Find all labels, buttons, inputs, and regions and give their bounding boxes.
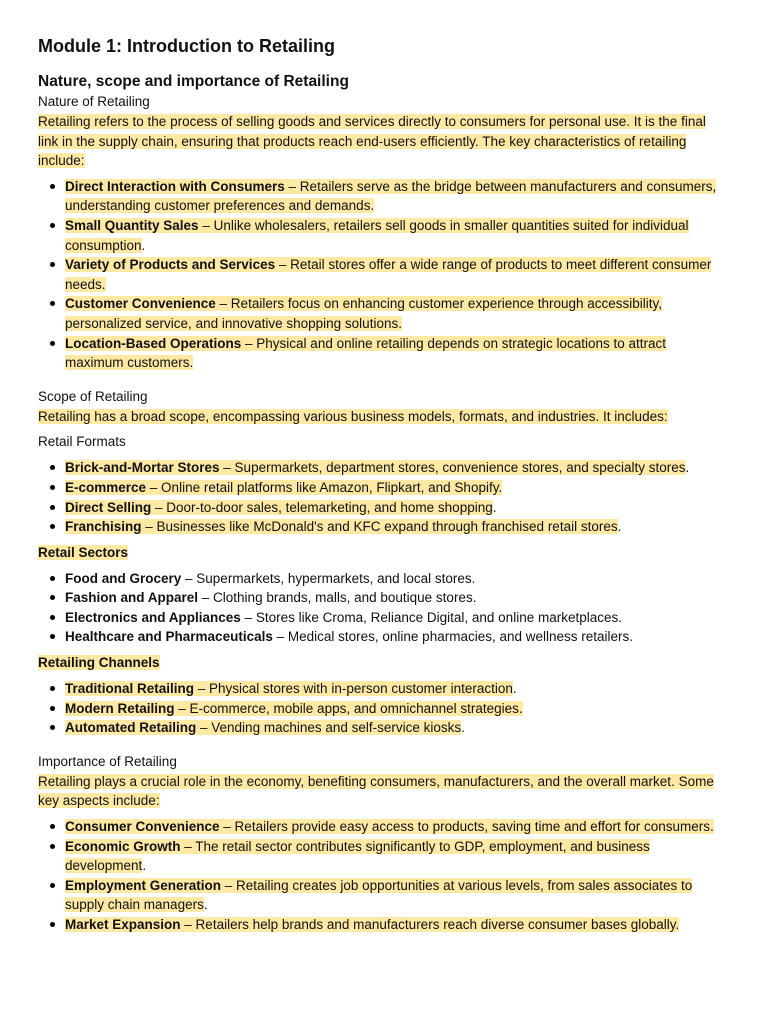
list-item: Fashion and Apparel – Clothing brands, malls, and boutique stores. — [65, 588, 728, 608]
list-item: Market Expansion – Retailers help brands and manufacturers reach diverse consumer bases globally. — [65, 915, 728, 935]
sectors-heading: Retail Sectors — [38, 544, 129, 560]
list-item: Modern Retailing – E-commerce, mobile apps, and omnichannel strategies. — [65, 699, 728, 719]
list-item: Customer Convenience – Retailers focus on enhancing customer experience through accessibility, personalized service, and innovative shopping solutions. — [65, 294, 728, 333]
list-item: Variety of Products and Services – Retail stores offer a wide range of products to meet different consumer needs. — [65, 255, 728, 294]
list-item: Automated Retailing – Vending machines and self-service kiosks. — [65, 718, 728, 738]
list-item: Healthcare and Pharmaceuticals – Medical stores, online pharmacies, and wellness retailers. — [65, 627, 728, 647]
page-title: Module 1: Introduction to Retailing — [38, 36, 335, 56]
list-item: Employment Generation – Retailing creates job opportunities at various levels, from sales associates to supply chain managers. — [65, 876, 728, 915]
list-item: Food and Grocery – Supermarkets, hypermarkets, and local stores. — [65, 569, 728, 589]
nature-heading: Nature of Retailing — [38, 94, 150, 109]
sectors-list — [38, 569, 728, 647]
channels-heading: Retailing Channels — [38, 655, 160, 671]
list-item: Brick-and-Mortar Stores – Supermarkets, department stores, convenience stores, and specialty stores. — [65, 458, 728, 478]
nature-list — [38, 177, 728, 373]
list-item: Location-Based Operations – Physical and online retailing depends on strategic locations to attract maximum customers. — [65, 334, 728, 373]
importance-heading: Importance of Retailing — [38, 753, 177, 769]
scope-heading: Scope of Retailing — [38, 388, 148, 404]
importance-intro: Retailing plays a crucial role in the economy, benefiting consumers, manufacturers, and the overall market. Some key aspects include: — [38, 773, 714, 809]
list-item: Direct Selling – Door-to-door sales, telemarketing, and home shopping. — [65, 498, 728, 518]
list-item: Economic Growth – The retail sector contributes significantly to GDP, employment, and business development. — [65, 837, 728, 876]
list-item: E-commerce – Online retail platforms like Amazon, Flipkart, and Shopify. — [65, 478, 728, 498]
formats-heading: Retail Formats — [38, 434, 126, 450]
section-title: Nature, scope and importance of Retailing — [38, 73, 349, 90]
channels-list — [38, 679, 728, 738]
importance-list — [38, 817, 728, 935]
list-item: Small Quantity Sales – Unlike wholesalers, retailers sell goods in smaller quantities suited for individual consumption. — [65, 216, 728, 255]
list-item: Direct Interaction with Consumers – Retailers serve as the bridge between manufacturers and consumers, understanding customer preferences and demands. — [65, 177, 728, 216]
nature-intro: Retailing refers to the process of selling goods and services directly to consumers for personal use. It is the final link in the supply chain, ensuring that products reach end-users efficiently. The key characteristics of retailing include: — [38, 114, 706, 169]
list-item: Electronics and Appliances – Stores like Croma, Reliance Digital, and online marketplaces. — [65, 608, 728, 628]
list-item: Consumer Convenience – Retailers provide easy access to products, saving time and effort for consumers. — [65, 817, 728, 837]
list-item: Franchising – Businesses like McDonald's and KFC expand through franchised retail stores. — [65, 517, 728, 537]
list-item: Traditional Retailing – Physical stores with in-person customer interaction. — [65, 679, 728, 699]
scope-intro: Retailing has a broad scope, encompassing various business models, formats, and industries. It includes: — [38, 408, 668, 424]
formats-list — [38, 458, 728, 536]
